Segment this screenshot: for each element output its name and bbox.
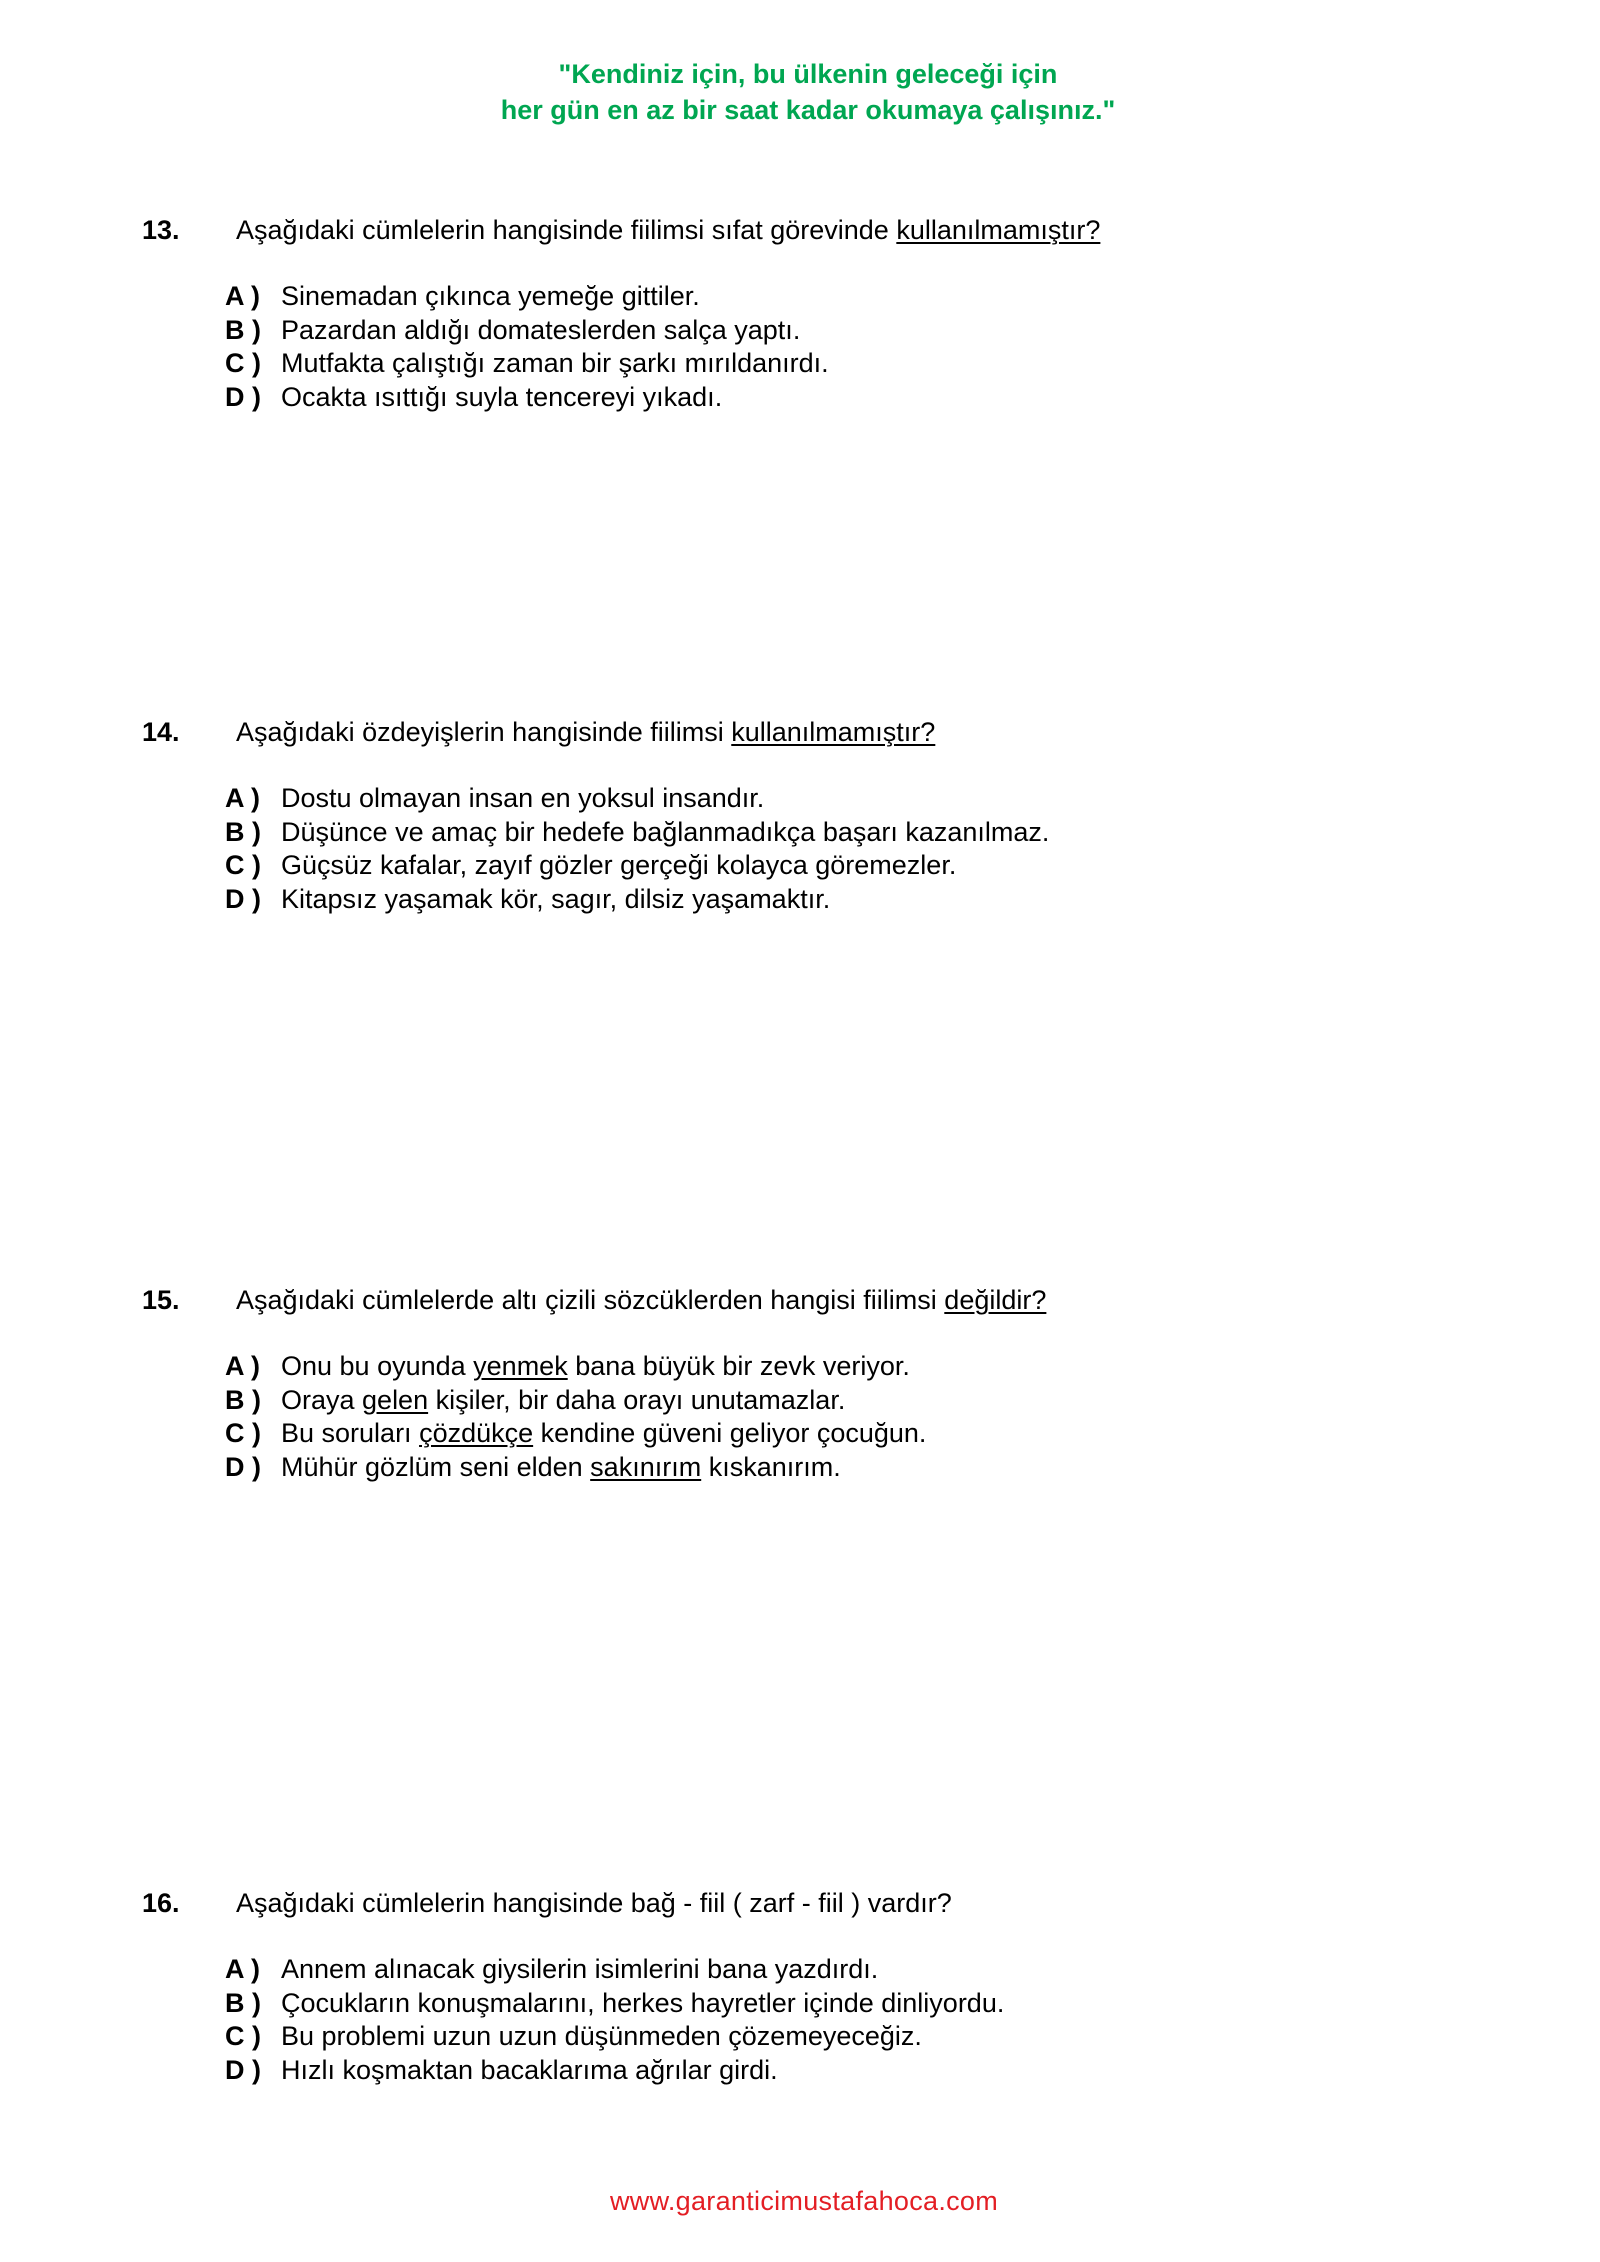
option-list (0, 1953, 1600, 2087)
option-a (0, 782, 1600, 816)
option-text: Sinemadan çıkınca yemeğe gittiler. (281, 281, 700, 311)
option-label: A ) (225, 783, 260, 813)
question-stem (236, 1283, 1046, 1317)
option-text: Ocakta ısıttığı suyla tencereyi yıkadı. (281, 381, 723, 412)
option-text-after: bana büyük bir zevk veriyor. (567, 1351, 910, 1381)
option-b (0, 314, 1600, 348)
stem-underlined-text: kullanılmamıştır? (896, 215, 1101, 245)
option-label: A ) (225, 281, 260, 311)
question-stem-row (0, 1283, 1600, 1317)
question-number: 15. (142, 1285, 180, 1315)
question-15 (0, 1283, 1600, 1484)
option-a (0, 1953, 1600, 1987)
option-text-after: kendine güveni geliyor çocuğun. (533, 1418, 927, 1448)
option-underlined-word: çözdükçe (419, 1418, 534, 1448)
option-text-before: Onu bu oyunda (281, 1351, 474, 1381)
option-text-before: Bu soruları (281, 1418, 420, 1448)
option-text (281, 1451, 841, 1485)
option-d (0, 1451, 1600, 1485)
stem-text: Aşağıdaki cümlelerde altı çizili sözcüklerden hangisi fiilimsi (236, 1285, 945, 1315)
option-label: B ) (225, 1987, 261, 2018)
stem-text: Aşağıdaki özdeyişlerin hangisinde fiilimsi (236, 717, 732, 747)
option-label: C ) (225, 1418, 261, 1448)
option-label: D ) (225, 1451, 261, 1482)
option-text: Düşünce ve amaç bir hedefe bağlanmadıkça başarı kazanılmaz. (281, 816, 1050, 847)
question-number: 13. (142, 215, 180, 245)
question-stem (236, 213, 1100, 247)
option-label: D ) (225, 883, 261, 914)
question-number: 16. (142, 1888, 180, 1918)
option-c (0, 1417, 1600, 1451)
option-text: Güçsüz kafalar, zayıf gözler gerçeği kolayca göremezler. (281, 850, 957, 880)
option-list (0, 782, 1600, 916)
stem-underlined-text: değildir? (944, 1285, 1047, 1315)
option-d (0, 883, 1600, 917)
question-stem (236, 715, 935, 749)
question-13 (0, 213, 1600, 414)
question-stem-row (0, 213, 1600, 247)
option-label: B ) (225, 1384, 261, 1415)
option-d (0, 381, 1600, 415)
option-text: Bu problemi uzun uzun düşünmeden çözemeyeceğiz. (281, 2021, 922, 2051)
question-stem-row (0, 1886, 1600, 1920)
option-c (0, 2020, 1600, 2054)
option-text: Mutfakta çalıştığı zaman bir şarkı mırıldanırdı. (281, 348, 829, 378)
option-c (0, 347, 1600, 381)
option-text: Kitapsız yaşamak kör, sagır, dilsiz yaşamaktır. (281, 883, 831, 914)
motivational-quote (16, 56, 1600, 128)
option-label: D ) (225, 2054, 261, 2085)
quote-line-2: her gün en az bir saat kadar okumaya çalışınız." (500, 95, 1116, 125)
option-label: D ) (225, 381, 261, 412)
option-text (281, 1350, 910, 1384)
option-underlined-word: gelen (362, 1384, 429, 1415)
option-text-after: kıskanırım. (701, 1451, 841, 1482)
option-label: A ) (225, 1351, 260, 1381)
footer-website: www.garanticimustafahoca.com (609, 2186, 999, 2216)
option-d (0, 2054, 1600, 2088)
option-text: Pazardan aldığı domateslerden salça yaptı. (281, 314, 801, 345)
option-text: Dostu olmayan insan en yoksul insandır. (281, 783, 765, 813)
option-label: B ) (225, 314, 261, 345)
option-text: Hızlı koşmaktan bacaklarıma ağrılar girdi. (281, 2054, 778, 2085)
quote-line-1: "Kendiniz için, bu ülkenin geleceği için (558, 59, 1058, 89)
option-text-before: Mühür gözlüm seni elden (281, 1451, 591, 1482)
question-16 (0, 1886, 1600, 2087)
option-a (0, 1350, 1600, 1384)
option-b (0, 1384, 1600, 1418)
stem-underlined-text: kullanılmamıştır? (731, 717, 936, 747)
question-stem-row (0, 715, 1600, 749)
option-text (281, 1417, 926, 1451)
option-b (0, 816, 1600, 850)
stem-text: Aşağıdaki cümlelerin hangisinde fiilimsi sıfat görevinde (236, 215, 897, 245)
option-label: B ) (225, 816, 261, 847)
option-text-after: kişiler, bir daha orayı unutamazlar. (428, 1384, 846, 1415)
option-underlined-word: sakınırım (590, 1451, 702, 1482)
option-text: Annem alınacak giysilerin isimlerini bana yazdırdı. (281, 1954, 879, 1984)
option-text: Çocukların konuşmalarını, herkes hayretler içinde dinliyordu. (281, 1987, 1005, 2018)
option-label: C ) (225, 850, 261, 880)
option-label: C ) (225, 348, 261, 378)
option-text-before: Oraya (281, 1384, 363, 1415)
question-number: 14. (142, 717, 180, 747)
option-c (0, 849, 1600, 883)
question-14 (0, 715, 1600, 916)
option-list (0, 280, 1600, 414)
option-label: C ) (225, 2021, 261, 2051)
option-list (0, 1350, 1600, 1484)
option-text (281, 1384, 845, 1418)
option-a (0, 280, 1600, 314)
option-b (0, 1987, 1600, 2021)
option-label: A ) (225, 1954, 260, 1984)
option-underlined-word: yenmek (473, 1351, 568, 1381)
question-stem: Aşağıdaki cümlelerin hangisinde bağ - fiil ( zarf - fiil ) vardır? (236, 1888, 952, 1918)
